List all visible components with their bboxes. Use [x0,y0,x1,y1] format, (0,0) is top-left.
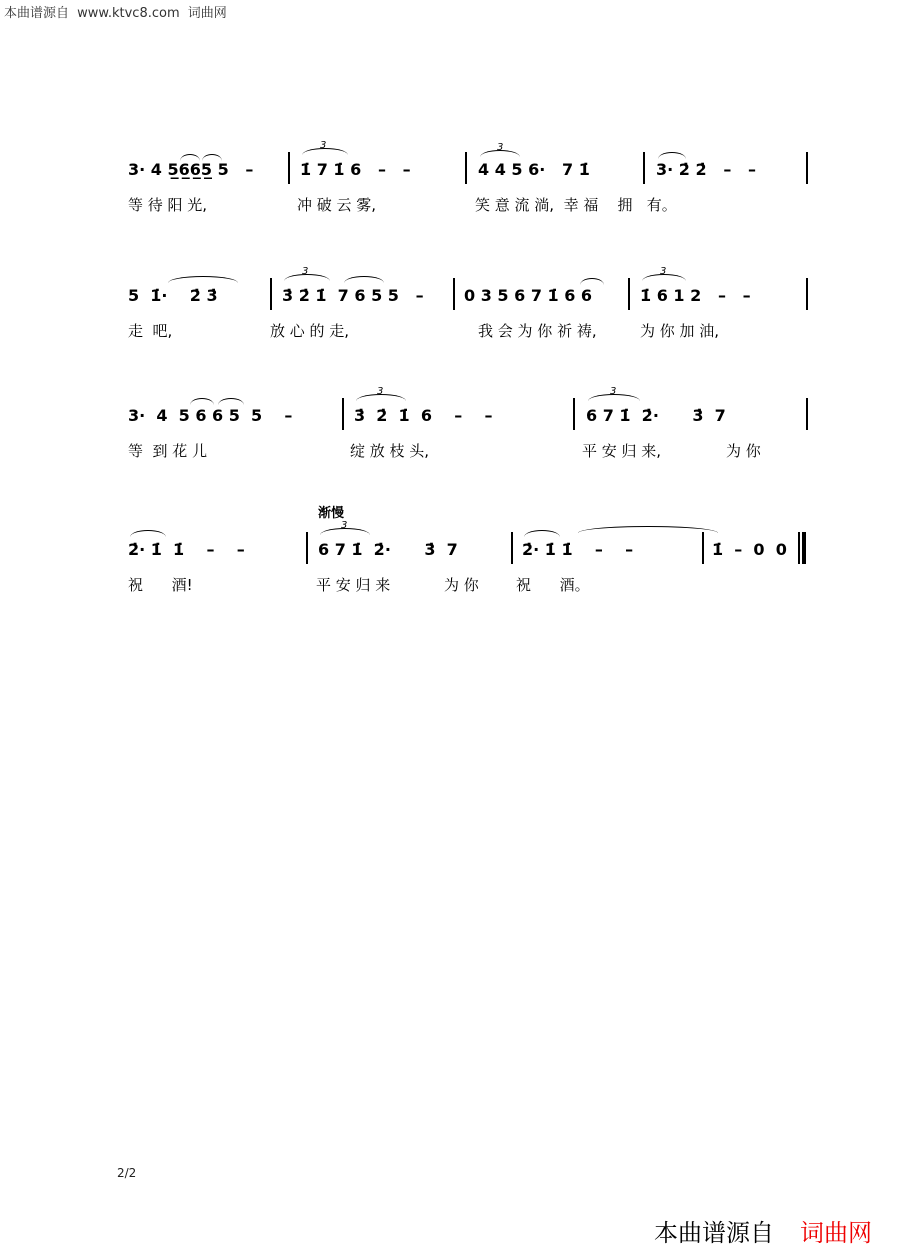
lyric-line: 平 安 归 来 [316,576,391,594]
lyric-line: 放 心 的 走, [270,322,350,340]
barline [453,278,455,310]
measure: 2̇· 1̇ 1̇ – – [522,540,634,559]
measure: 3· 2̇ 2̇ – – [656,160,757,179]
final-barline [802,532,806,564]
page-number: 2/2 [117,1166,137,1180]
slur [524,530,560,537]
slur [658,152,686,159]
lyric-line: 笑 意 流 淌, 幸 福 拥 有。 [475,196,677,214]
lyric-line: 为 你 [444,576,479,594]
barline [643,152,645,184]
lyric-line: 我 会 为 你 祈 祷, [478,322,597,340]
footer-right[interactable]: 词曲网 [800,1219,872,1247]
slur [202,154,222,161]
barline [306,532,308,564]
lyric-line: 祝 酒! [128,576,193,594]
measure: 0 3 5 6 7 1̇ 6 6 [464,286,593,305]
lyric-line: 祝 酒。 [516,576,590,594]
barline [465,152,467,184]
header-site-name: 本曲谱源自 [4,6,70,21]
measure: 6 7 1̇ 2̇· 3̇ 7 [318,540,458,559]
slur [180,154,200,161]
slur [130,530,166,537]
lyric-line: 平 安 归 来, [582,442,662,460]
lyric-line: 走 吧, [128,322,173,340]
barline [798,532,800,564]
header-url[interactable]: www.ktvc8.com [77,6,180,21]
lyric-line: 等 到 花 儿 [128,442,208,460]
triplet-mark: 3 [302,266,309,277]
footer-watermark [654,1213,872,1248]
measure: 3̇ 2̇ 1̇ 7 6 5 5 – [282,286,424,305]
barline [511,532,513,564]
page-header [4,2,231,21]
measure: 1̇ 7 1̇ 6 – – [300,160,411,179]
barline [270,278,272,310]
slur [580,278,604,285]
slur [218,398,244,405]
measure: 3· 4 5̲6̲6̲5̲ 5 – [128,160,254,179]
slur [344,276,384,283]
barline [573,398,575,430]
barline [806,398,808,430]
barline [702,532,704,564]
measure: 2̇· 1̇ 1̇ – – [128,540,245,559]
triplet-mark: 3 [610,386,617,397]
measure: 3̇ 2̇ 1̇ 6 – – [354,406,493,425]
lyric-line: 冲 破 云 雾, [297,196,377,214]
measure: 5 1̇· 2̇ 3̇ [128,286,218,305]
triplet-mark: 3 [320,140,327,151]
footer-left: 本曲谱源自 [654,1219,774,1247]
header-site2: 词曲网 [187,6,227,21]
barline [806,278,808,310]
measure: 4 4 5 6· 7 1̇ [478,160,590,179]
measure: 3· 4 5 6 6 5 5 – [128,406,293,425]
lyric-line: 绽 放 枝 头, [350,442,430,460]
triplet-mark: 3 [660,266,667,277]
triplet-mark: 3 [341,520,348,531]
triplet-mark: 3 [377,386,384,397]
lyric-line: 为 你 [726,442,761,460]
tie [578,526,718,533]
slur [190,398,214,405]
barline [342,398,344,430]
slur [168,276,238,283]
barline [288,152,290,184]
lyric-line: 等 待 阳 光, [128,196,208,214]
barline [628,278,630,310]
tempo-marking: 渐慢 [318,506,345,521]
measure: 6 7 1̇ 2̇· 3̇ 7 [586,406,726,425]
lyric-line: 为 你 加 油, [640,322,720,340]
measure: 1̇ 6 1 2 – – [640,286,751,305]
triplet-mark: 3 [497,142,504,153]
barline [806,152,808,184]
measure: 1̇ – 0 0 [712,540,787,559]
